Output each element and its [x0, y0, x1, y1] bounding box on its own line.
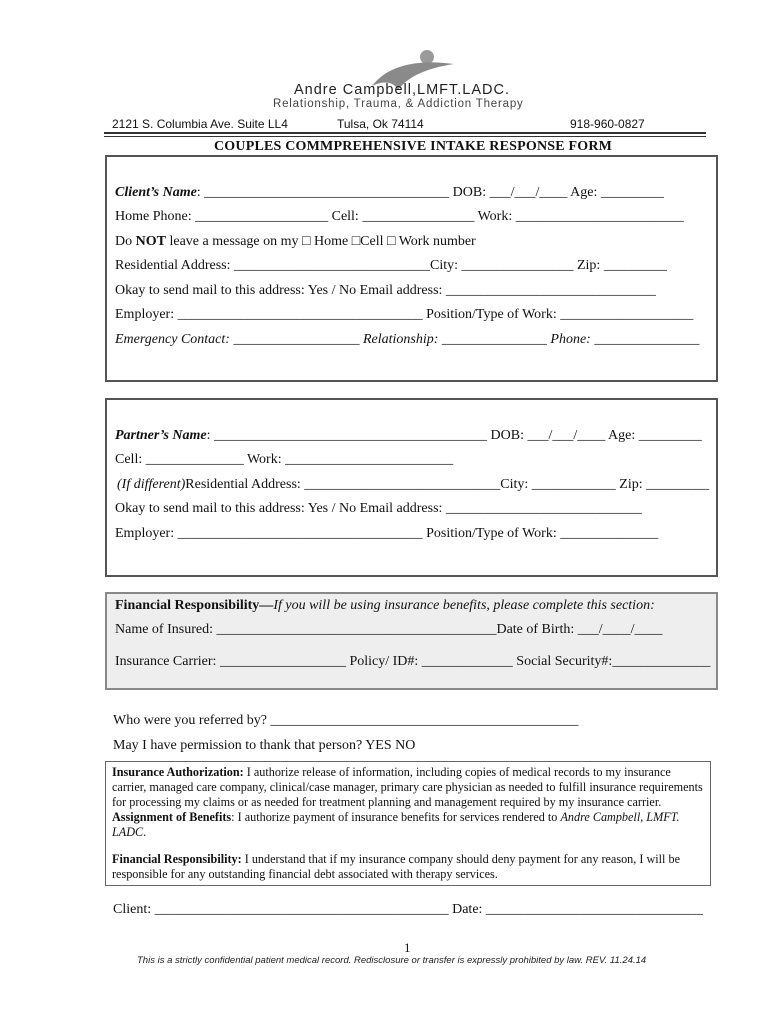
- logo-tagline: Relationship, Trauma, & Addiction Therapy: [273, 98, 524, 110]
- insurance-carrier-field[interactable]: Insurance Carrier: __________________ Policy/ ID#: _____________ Social Security#:______________: [115, 654, 711, 669]
- header-rule: [104, 132, 706, 134]
- financial-heading: [115, 598, 655, 614]
- partner-name-label: Partner’s Name: [115, 428, 207, 443]
- client-section: [105, 155, 718, 382]
- logo-dot: [420, 50, 434, 64]
- partner-residential-row[interactable]: [117, 477, 709, 493]
- client-name-row: [115, 185, 664, 201]
- insured-field[interactable]: Name of Insured: ________________________________________Date of Birth: ___/____/____: [115, 622, 663, 637]
- client-employer-field[interactable]: Employer: ___________________________________ Position/Type of Work: ___________________: [115, 307, 694, 322]
- assignment-body: : I authorize payment of insurance benefits for services rendered to: [231, 810, 561, 824]
- confidentiality-footer: This is a strictly confidential patient medical record. Redisclosure or transfer is expressly prohibited by law. REV. 11.24.14: [137, 955, 647, 966]
- emergency-phone-blank[interactable]: _______________: [590, 332, 700, 347]
- partner-section: [105, 398, 718, 577]
- address-street: 2121 S. Columbia Ave. Suite LL4: [112, 117, 288, 131]
- page-number: 1: [404, 940, 411, 955]
- client-phones-field[interactable]: Home Phone: ___________________ Cell: ________________ Work: ________________________: [115, 209, 684, 224]
- assignment-label: Assignment of Benefits: [112, 810, 232, 824]
- partner-contact-field[interactable]: Cell: ______________ Work: ________________________: [115, 452, 454, 467]
- partner-employer-field[interactable]: Employer: ___________________________________ Position/Type of Work: ______________: [115, 526, 659, 541]
- client-mail-field[interactable]: Okay to send mail to this address: Yes / No Email address: ______________________________: [115, 283, 656, 298]
- assignment-end: .: [143, 825, 147, 839]
- message-not: NOT: [135, 234, 166, 249]
- client-name-field[interactable]: : ___________________________________ DOB: ___/___/____ Age: _________: [196, 185, 664, 200]
- partner-name-field[interactable]: : _______________________________________ DOB: ___/___/____ Age: _________: [206, 428, 702, 443]
- form-title: COUPLES COMMPREHENSIVE INTAKE RESPONSE FORM: [214, 139, 613, 154]
- insurance-authorization-label: Insurance Authorization:: [112, 765, 244, 779]
- financial-responsibility-text: [112, 852, 704, 882]
- client-emergency-row[interactable]: [115, 332, 699, 348]
- insurance-authorization-text: [112, 765, 704, 840]
- partner-residential-field[interactable]: Residential Address: ____________________________City: ____________ Zip: _________: [185, 477, 710, 492]
- logo-name: Andre Campbell,LMFT.LADC.: [294, 82, 510, 98]
- insurance-authorization-body: I authorize release of information, including copies of medical records to my insurance carrier, managed care company, clinical/case manager, primary care physician as needed to fulfill insurance requirements for processing my claims or as needed for treatment planning and management required by my insurance carrier.: [112, 765, 703, 809]
- client-name-label: Client’s Name: [115, 185, 197, 200]
- assignment-name: Andre Campbell, LMFT. LADC: [112, 810, 680, 839]
- relationship-label: Relationship:: [362, 332, 439, 347]
- client-signature-field[interactable]: Client: __________________________________________ Date: _______________________________: [113, 902, 703, 917]
- permission-field[interactable]: May I have permission to thank that person? YES NO: [113, 738, 416, 753]
- financial-responsibility-body: I understand that if my insurance company should deny payment for any reason, I will be responsible for any outstanding financial debt associated with therapy services.: [112, 852, 680, 881]
- address-phone: 918-960-0827: [570, 117, 645, 131]
- client-residential-field[interactable]: Residential Address: ____________________________City: ________________ Zip: _________: [115, 258, 667, 273]
- relationship-blank[interactable]: _______________: [438, 332, 551, 347]
- client-message-preference[interactable]: [115, 234, 476, 250]
- financial-section: [105, 592, 718, 690]
- partner-mail-field[interactable]: Okay to send mail to this address: Yes / No Email address: ____________________________: [115, 501, 642, 516]
- if-different-note: (If different): [117, 477, 186, 492]
- referred-by-field[interactable]: Who were you referred by? ____________________________________________: [113, 713, 579, 728]
- emergency-blank[interactable]: __________________: [229, 332, 363, 347]
- header-rule-thin: [104, 136, 706, 137]
- address-city: Tulsa, Ok 74114: [337, 117, 424, 131]
- emergency-label: Emergency Contact:: [115, 332, 230, 347]
- financial-heading-bold: Financial Responsibility—: [115, 598, 274, 613]
- financial-responsibility-label: Financial Responsibility:: [112, 852, 242, 866]
- financial-heading-italic: If you will be using insurance benefits, please complete this section:: [273, 598, 655, 613]
- message-pre: Do: [115, 234, 136, 249]
- message-options[interactable]: leave a message on my □ Home □Cell □ Work number: [165, 234, 476, 249]
- partner-name-row: [115, 428, 702, 444]
- emergency-phone-label: Phone:: [550, 332, 591, 347]
- authorization-section: [105, 761, 711, 886]
